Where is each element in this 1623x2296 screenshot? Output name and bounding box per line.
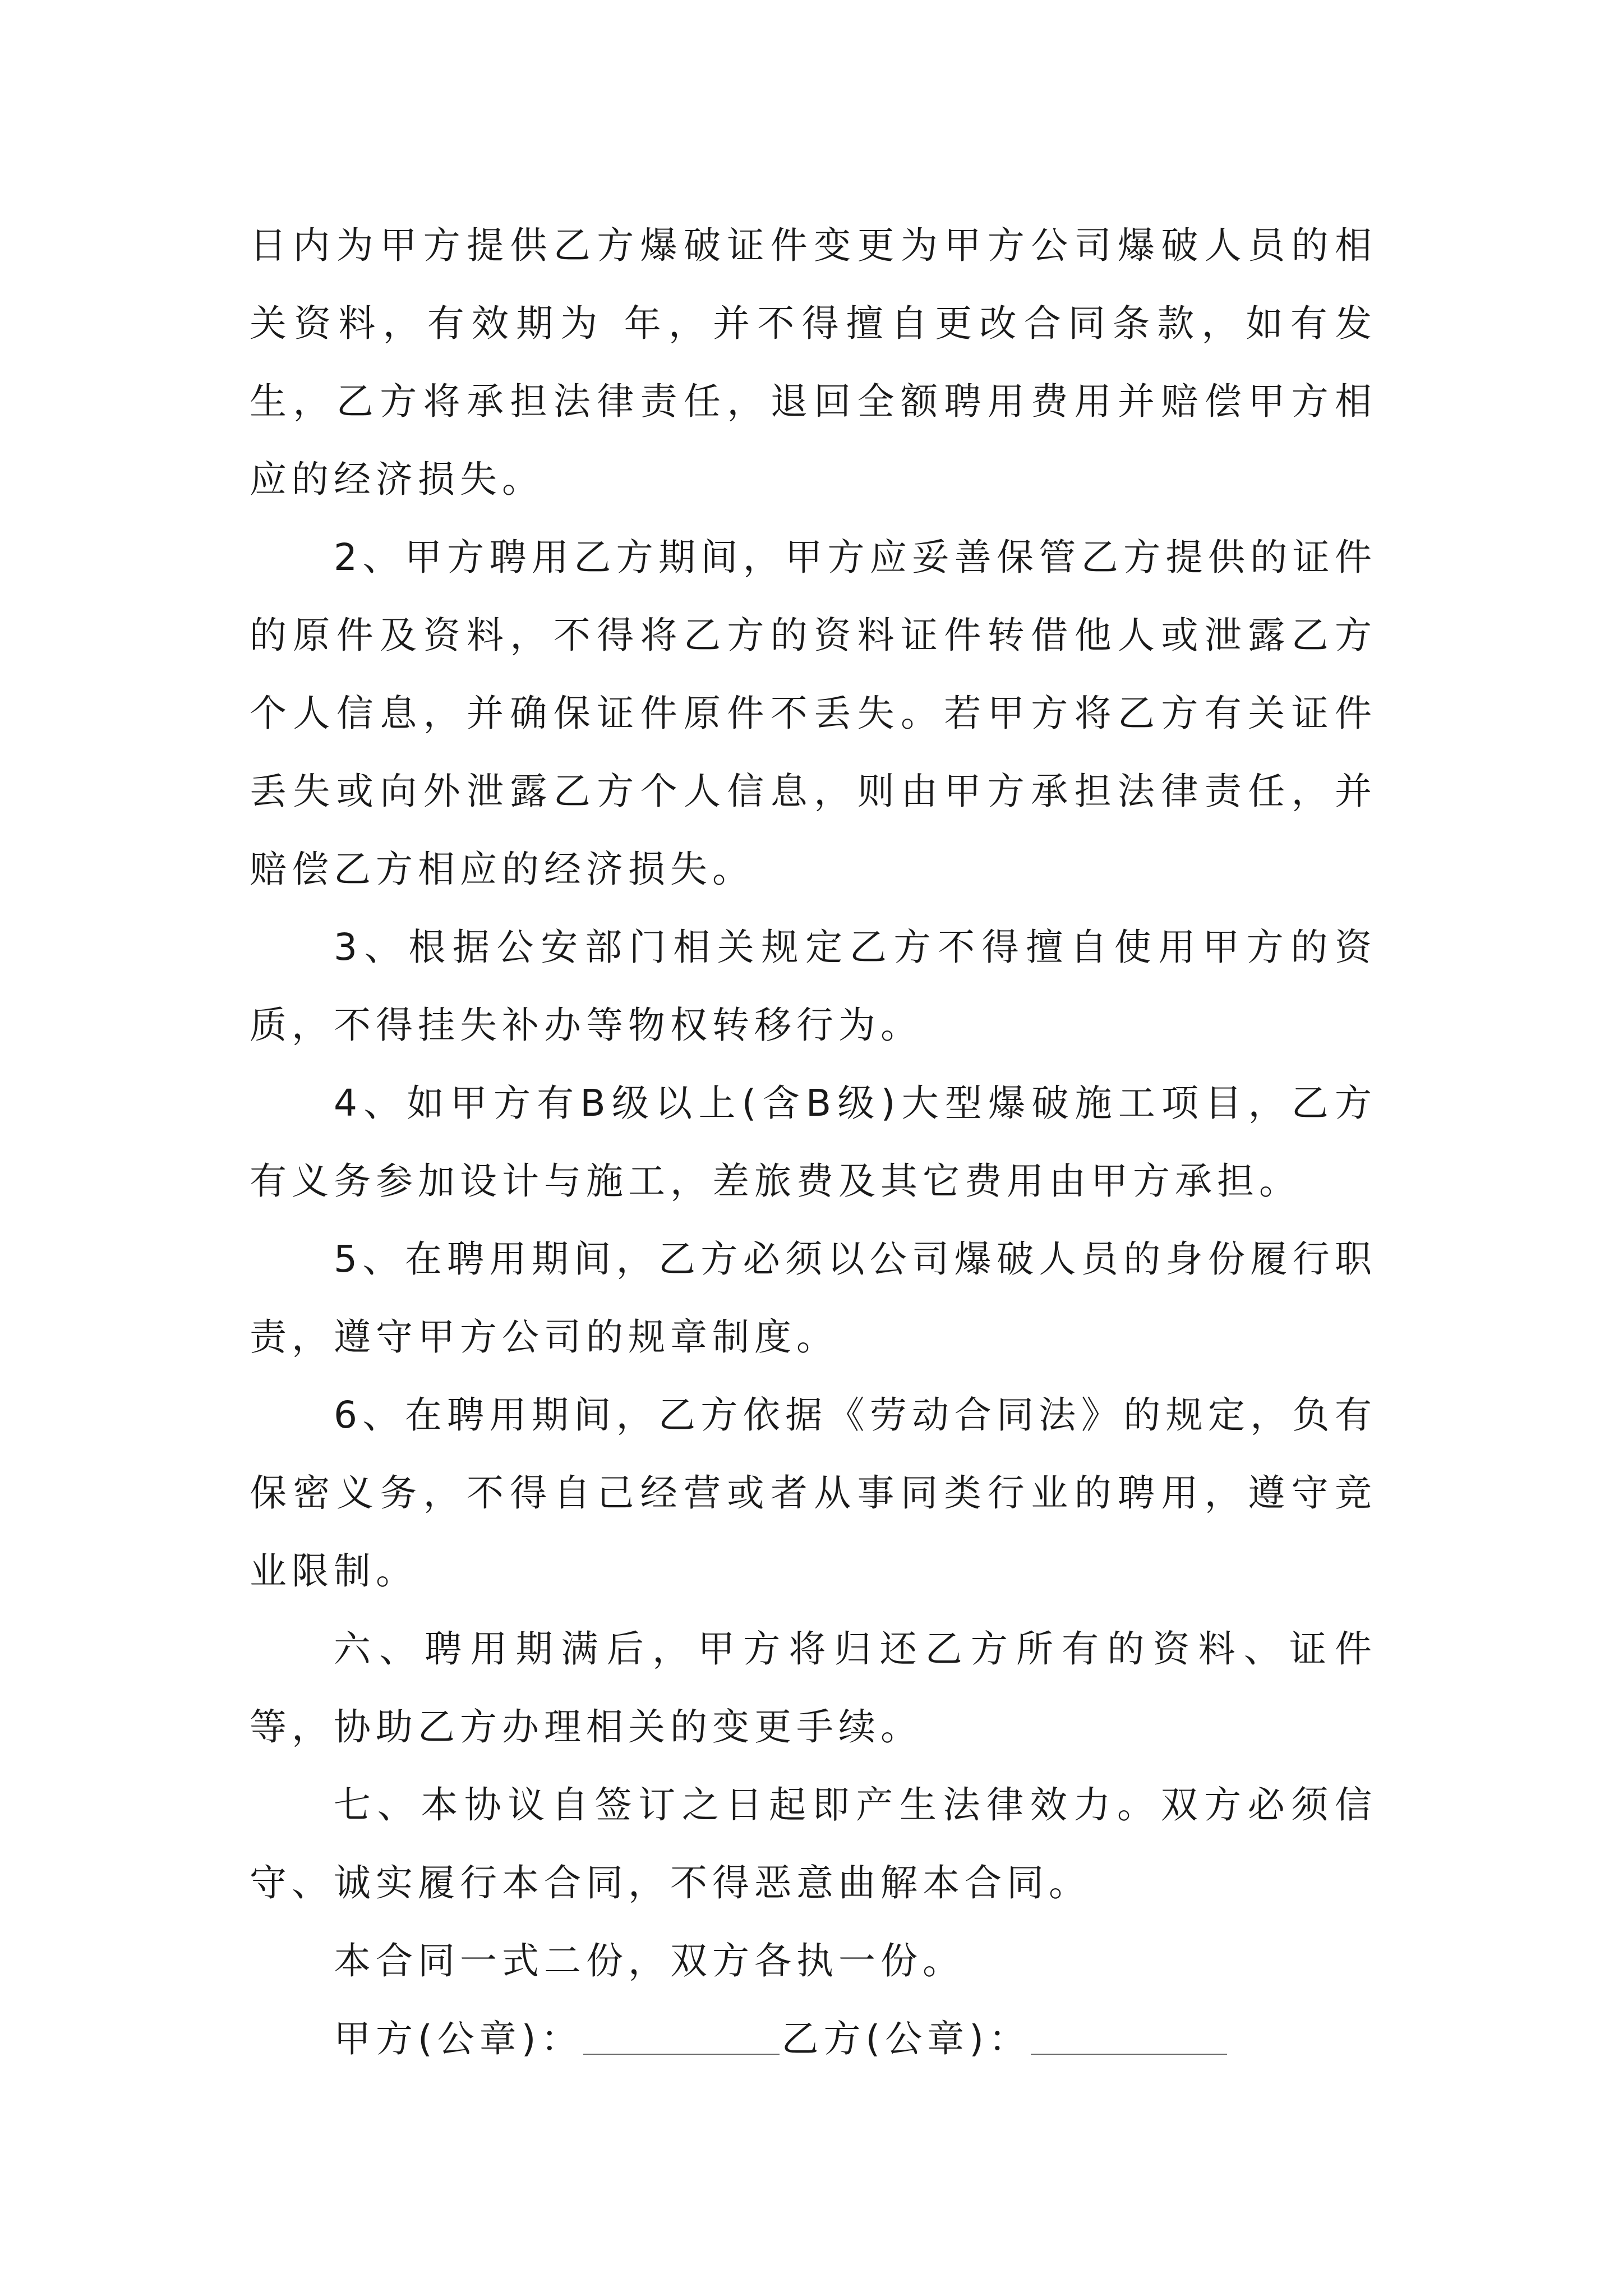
section-7-effect: 七、本协议自签订之日起即产生法律效力。双方必须信守、诚实履行本合同，不得恶意曲解本合同。	[250, 1783, 1377, 1904]
party-b-seal-label: 乙方(公章)：	[781, 2017, 1031, 2060]
document-body	[250, 206, 1377, 2078]
copies-note: 本合同一式二份，双方各执一份。	[334, 1939, 965, 1982]
clause-5: 5、在聘用期间，乙方必须以公司爆破人员的身份履行职责，遵守甲方公司的规章制度。	[250, 1237, 1377, 1359]
paragraph-continuation: 日内为甲方提供乙方爆破证件变更为甲方公司爆破人员的相关资料，有效期为 年，并不得擅自更改合同条款，如有发生，乙方将承担法律责任，退回全额聘用费用并赔偿甲方相应的经济损失。	[250, 224, 1377, 501]
clause-6: 6、在聘用期间，乙方依据《劳动合同法》的规定，负有保密义务，不得自己经营或者从事同类行业的聘用，遵守竞业限制。	[250, 1393, 1377, 1593]
party-a-seal-label: 甲方(公章)：	[334, 2017, 583, 2060]
section-6-expiry: 六、聘用期满后，甲方将归还乙方所有的资料、证件等，协助乙方办理相关的变更手续。	[250, 1627, 1377, 1749]
clause-4: 4、如甲方有B级以上(含B级)大型爆破施工项目，乙方有义务参加设计与施工，差旅费及其它费用由甲方承担。	[250, 1082, 1377, 1203]
signature-line	[250, 2000, 1377, 2078]
party-b-seal-blank	[1031, 2020, 1227, 2055]
clause-2: 2、甲方聘用乙方期间，甲方应妥善保管乙方提供的证件的原件及资料，不得将乙方的资料证件转借他人或泄露乙方个人信息，并确保证件原件不丢失。若甲方将乙方有关证件丢失或向外泄露乙方个人信息，则由甲方承担法律责任，并赔偿乙方相应的经济损失。	[250, 536, 1377, 891]
party-a-seal-blank	[583, 2020, 780, 2055]
clause-3: 3、根据公安部门相关规定乙方不得擅自使用甲方的资质，不得挂失补办等物权转移行为。	[250, 926, 1377, 1047]
